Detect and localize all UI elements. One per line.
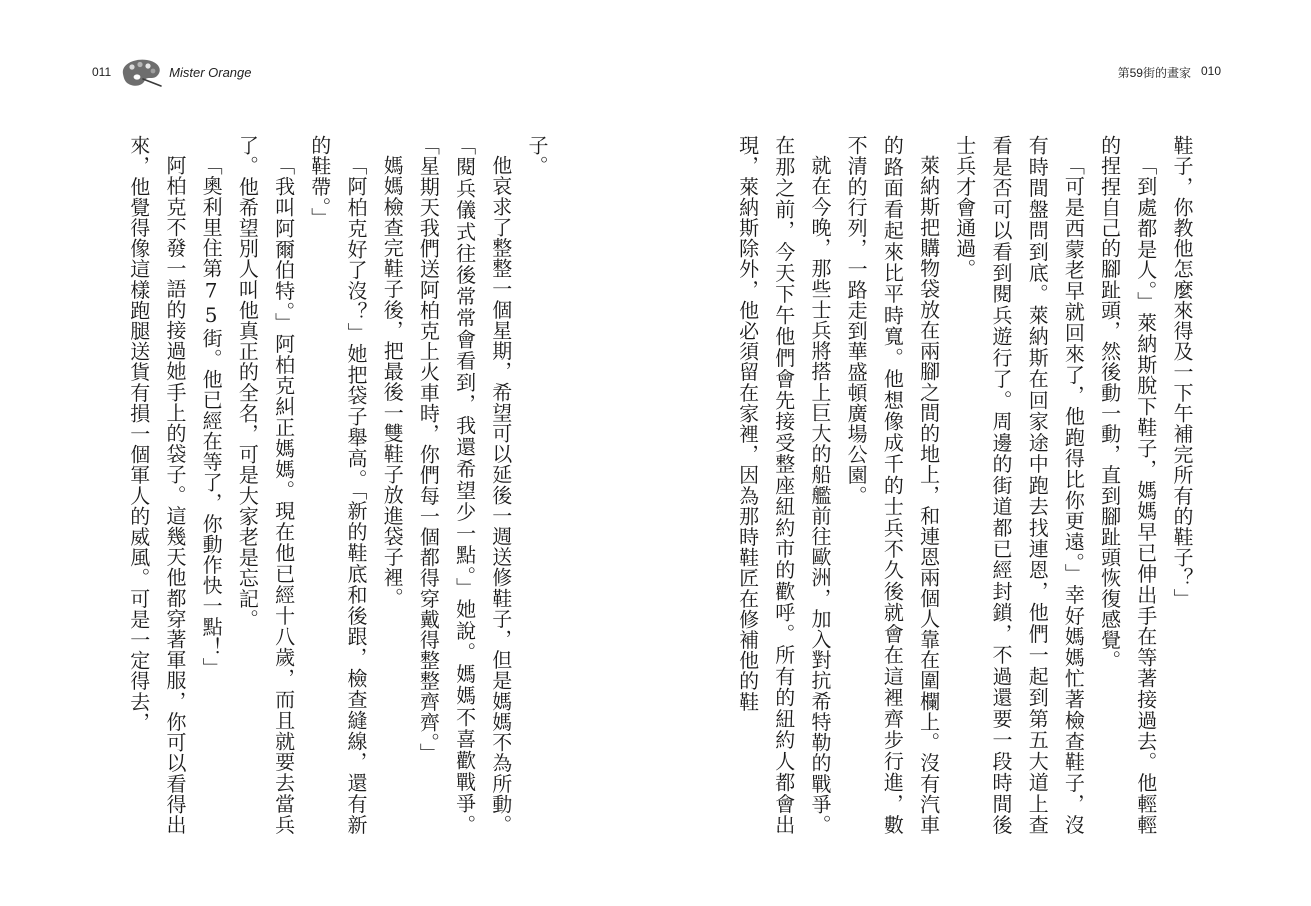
paragraph: 阿柏克不發一語的接過她手上的袋子。這幾天他都穿著軍服，你可以看得出來，他覺得像這樣跑腿送貨有損一個軍人的威風。可是一定得去， [126,135,187,835]
paragraph: 子。 [525,135,549,177]
left-page-body [85,135,555,835]
paint-palette-icon [117,56,163,88]
right-page-body [735,135,1200,835]
paragraph: 「我叫阿爾伯特。」阿柏克糾正媽媽。現在他已經十八歲，而且就要去當兵了。他希望別人叫他真正的全名，可是大家老是忘記。 [235,135,296,835]
paragraph: 他哀求了整整一個星期，希望可以延後一週送修鞋子，但是媽媽不為所動。「閱兵儀式往後常常會看到，我還希望少一點。」她說。媽媽不喜歡戰爭。「星期天我們送阿柏克上火車時，你們每一個都得穿戴得整整齊齊。」 [416,135,513,835]
paragraph: 媽媽檢查完鞋子後，把最後一雙鞋子放進袋子裡。 [380,155,405,609]
right-page-number: 010 [1200,64,1221,78]
paragraph: 萊納斯把購物袋放在兩腳之間的地上，和連恩兩個人靠在圍欄上。沒有汽車的路面看起來比平時寬。他想像成千的士兵不久後就會在這裡齊步行進，數不清的行列，一路走到華盛頓廣場公園。 [844,135,941,835]
left-page-number: 011 [92,65,112,79]
paragraph: 「奧利里住第75街。他已經在等了，你動作快一點！」 [199,155,224,678]
paragraph: 「可是西蒙老早就回來了，他跑得比你更遠。」幸好媽媽忙著檢查鞋子，沒有時間盤問到底。萊納斯在回家途中跑去找連恩，他們一起到第五大道上查看是否可以看到閱兵遊行了。周邊的街道都已經封鎖，不過還要一段時間後士兵才會通過。 [952,135,1086,835]
left-page-header [92,56,252,88]
chapter-title: 第59街的畫家 [1117,66,1191,80]
paragraph: 鞋子，你教他怎麼來得及一下午補完所有的鞋子？」 [1170,135,1194,609]
paragraph: 「阿柏克好了沒？」她把袋子舉高。「新的鞋底和後跟，檢查縫線，還有新的鞋帶。」 [307,135,368,835]
series-title: Mister Orange [169,64,252,80]
paragraph: 「到處都是人。」萊納斯脫下鞋子，媽媽早已伸出手在等著接過去。他輕輕的捏捏自己的腳趾頭，然後動一動，直到腳趾頭恢復感覺。 [1097,135,1158,835]
right-page-header [1118,64,1221,81]
paragraph: 就在今晚，那些士兵將搭上巨大的船艦前往歐洲，加入對抗希特勒的戰爭。在那之前，今天下午他們會先接受整座紐約市的歡呼。所有的紐約人都會出現，萊納斯除外，他必須留在家裡，因為那時鞋匠在修補他的鞋 [735,135,832,835]
